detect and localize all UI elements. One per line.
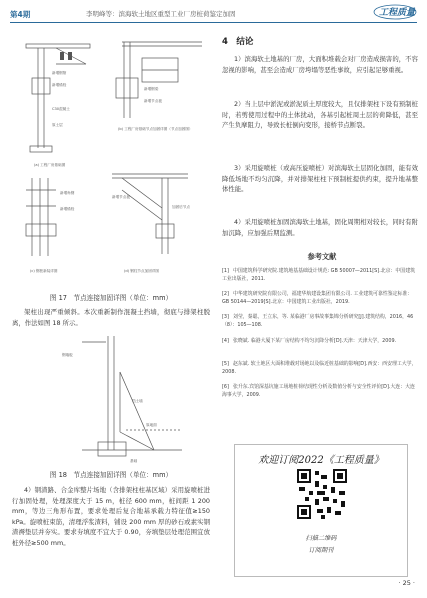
reference-text: 刘莹，秦聪，王立东，等. 某临港厂房事故事集锦分析研究[J].建筑结构，2016，46（8）：105—108.: [222, 314, 414, 329]
figure-17b-drawing: [116, 42, 202, 118]
figure-17-caption: 图 17 节点连接加固详图（单位：mm）: [49, 294, 173, 302]
svg-text:原地面: 原地面: [146, 423, 157, 427]
header-rule: [10, 22, 417, 23]
reference-number: [1]: [222, 268, 229, 274]
figure-18: [22, 332, 198, 466]
conclusion-3: 3）采用旋喷桩（或高压旋喷桩）对滨海软土层固化加固，能有效降低场地不均匀沉降，并对排架柱柱下预制桩提供约束，提升地基整体性能。: [222, 164, 418, 194]
reference-item: [222, 290, 418, 307]
reference-item: [222, 313, 418, 330]
figure-18-caption: 图 18 节点连接加固详图（单位：mm）: [49, 471, 173, 479]
reference-number: [3]: [222, 314, 229, 320]
svg-text:加固后节点: 加固后节点: [172, 205, 190, 209]
svg-text:新增锚栓: 新增锚栓: [52, 83, 67, 87]
ad-subscribe-label: 订阅期刊: [308, 547, 334, 554]
reference-item: [222, 360, 418, 377]
svg-text:钢墙板: 钢墙板: [62, 353, 73, 357]
reference-text: 中华建筑研究院有限公司，福建华航建设集团有限公司. 工业建筑可靠性鉴定标准：GB 50144—2019[S].北京：中国建筑工业出版社，2019.: [222, 291, 413, 306]
qr-code-icon[interactable]: [297, 469, 347, 519]
figure-17a-drawing: [26, 44, 90, 152]
reference-number: [4]: [222, 338, 229, 344]
figure-17b-label: (b) 工程厂房基础节点加固详图（节点加固图）: [118, 127, 193, 131]
svg-text:新增节点板: 新增节点板: [112, 195, 130, 199]
reference-text: 张晓斌. 临港大厦下某厂房结构不均匀沉降分析[D].天津：天津大学，2009.: [233, 338, 397, 344]
reference-number: [5]: [222, 361, 229, 367]
svg-text:C30混凝土: C30混凝土: [52, 107, 70, 111]
reference-number: [2]: [222, 291, 229, 297]
references-heading: 参考文献: [307, 252, 337, 261]
reference-number: [6]: [222, 384, 229, 390]
conclusion-4: 4）采用旋喷桩加固滨海软土地基，固化周期相对较长，同时有附加沉降，应加强后期监测。: [222, 218, 418, 237]
svg-text:新增钢筋: 新增钢筋: [52, 71, 67, 75]
issue-number: 第4期: [10, 10, 31, 19]
journal-logo-text: 工程质量: [378, 8, 415, 18]
svg-text:挡土墙: 挡土墙: [132, 399, 143, 403]
reference-item: [222, 267, 418, 284]
section-heading: 4 结论: [222, 37, 254, 47]
svg-text:新增角钢: 新增角钢: [60, 191, 75, 195]
conclusion-1: 1）滨海软土地基的厂房，大面积堆载会对厂房造成损害的，不容忽视的影响，甚至会造成厂房垮塌等恶性事故，应引起足够重视。: [222, 55, 418, 74]
figure-17c-label: (c) 钢桩新装详图: [30, 269, 58, 273]
figure-17d-label: (d) 钢柱节点加固详图: [124, 269, 159, 273]
reference-text: 中国建筑科学研究院.建筑地基基础设计规范: GB 50007—2011[S].北京：中国建筑工业出版社，2011.: [222, 268, 415, 283]
left-paragraph-2: 4）钢渣路、合金库整片场地（含排架柱柱基区域）采用旋喷桩进行加固处理，处理深度大于 15 m，桩径 600 mm，桩间距 1 200 mm，等边三角形布置，要求处理后复合地基承载力特征值≥150 kPa。旋喷桩束筋，清理浮浆渣料，铺设 200 mm 厚的砂石或素实钢渣褥垫层并夯实。要求夯填度不宜大于 0.90，夯填垫层处理范围宜放桩外径≥500 mm。: [12, 486, 210, 547]
running-title: 李明峰等：滨海软土地区重型工业厂房桩荷鉴定加固: [86, 10, 236, 18]
ad-title: 欢迎订阅2022《工程质量》: [258, 455, 384, 466]
reference-item: [222, 337, 418, 345]
figure-17c-drawing: [26, 178, 75, 256]
reference-text: 张升东.宾馆深基坑施工场地桩荷结现性分析及数值分析与安全性评价[D].大连：大连海事大学，2009.: [222, 384, 415, 399]
figure-17: [12, 28, 210, 288]
page-number: · 25 ·: [398, 579, 415, 587]
svg-text:原土层: 原土层: [52, 123, 63, 127]
ad-scan-label: 扫描二维码: [305, 535, 337, 542]
svg-text:新增锚栓: 新增锚栓: [60, 207, 75, 211]
figure-17d-drawing: [112, 174, 190, 254]
svg-text:新增节点板: 新增节点板: [144, 99, 162, 103]
conclusion-2: 2）当上层中淤泥或淤泥质土厚度较大，且仅排架柱下设有预制桩时，若剪使用过程中的土体扰动，各基引起桩周土层的荷降低，甚至产生负摩阻力，导致长桩倒向变形，接桥节点断裂。: [222, 100, 418, 130]
reference-item: [222, 383, 418, 400]
svg-text:新增钢梁: 新增钢梁: [144, 87, 159, 91]
svg-text:基础: 基础: [130, 459, 138, 463]
reference-text: 赵东斌. 软土地区大面积堆载对场地以及临近桩基础的影响[D].西安：西安理工大学，2008.: [222, 361, 417, 376]
subscription-ad[interactable]: [234, 444, 408, 577]
figure-17a-label: (a) 工程厂房基础图: [34, 163, 66, 167]
left-paragraph-1: 架柱出现严重倾斜。本次重新制作混凝土挡墙，彻底与排架柱脱离，作法如图 18 所示。: [12, 308, 210, 327]
